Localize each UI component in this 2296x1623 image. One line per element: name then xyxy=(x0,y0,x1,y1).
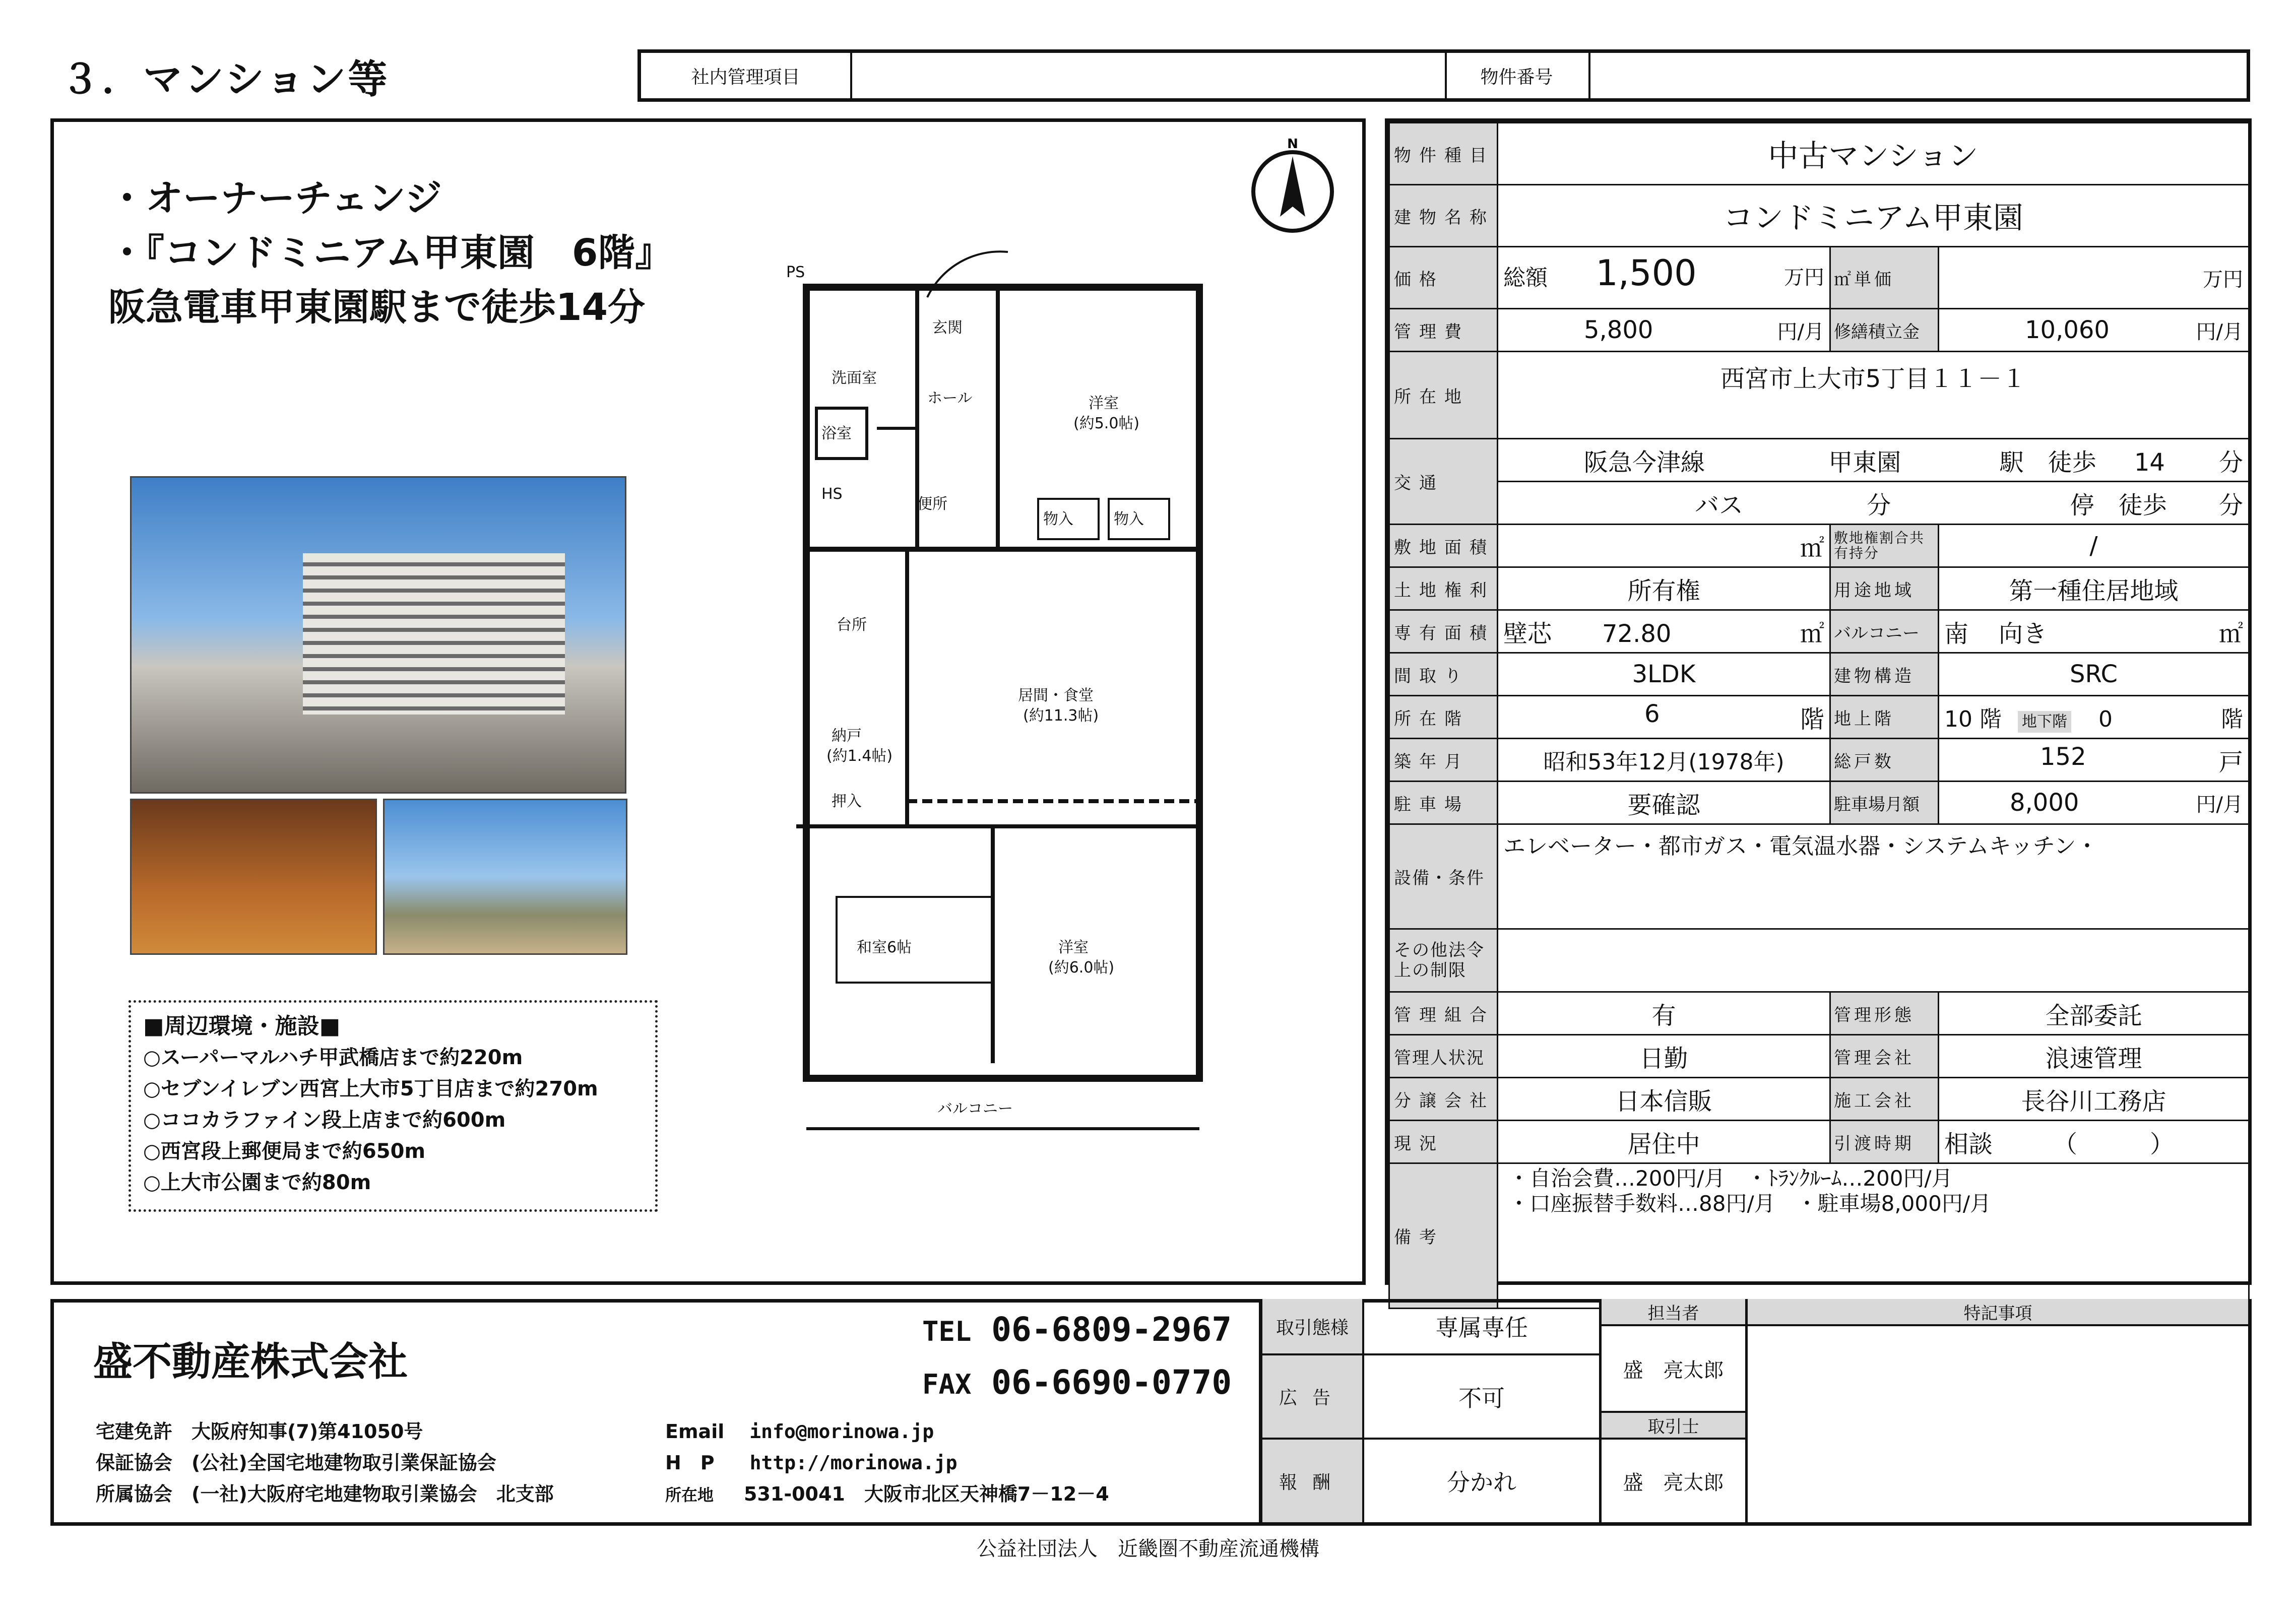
floor-label: 所在階 xyxy=(1389,696,1498,739)
tel-line xyxy=(922,1310,1232,1349)
seller-label: 分譲会社 xyxy=(1389,1078,1498,1121)
manager-label: 管理人状況 xyxy=(1389,1035,1498,1078)
handover-paren: （ ） xyxy=(2053,1130,2175,1158)
fee-label: 報酬 xyxy=(1262,1440,1362,1522)
company-contact xyxy=(665,1416,1109,1511)
train-line: 阪急今津線 xyxy=(1584,448,1705,477)
agent-label: 取引士 xyxy=(1602,1413,1745,1438)
mgmt-form: 全部委託 xyxy=(1939,992,2249,1035)
compass-n-label: N xyxy=(1287,137,1298,152)
floor-plan xyxy=(756,237,1260,1194)
fee-split: 分かれ xyxy=(1447,1469,1516,1496)
below-ground-floors: 0 xyxy=(2098,706,2113,732)
environment-box xyxy=(129,1000,658,1212)
fp-label: バルコニー xyxy=(937,1100,1013,1118)
staff-name: 盛 亮太郎 xyxy=(1623,1358,1724,1382)
land-share-label: 敷地権割合共有持分 xyxy=(1830,525,1939,567)
mgmt-label: 社内管理項目 xyxy=(641,53,852,98)
handover: 相談 xyxy=(1944,1130,1993,1158)
repair-fund-cell xyxy=(1939,309,2249,352)
office-address: 531-0041 大阪市北区天神橋7－12－4 xyxy=(744,1483,1109,1505)
headline-line-2: ・『コンドミニアム甲東園 6階』 xyxy=(108,231,673,275)
parking-fee-cell xyxy=(1939,782,2249,824)
fax-line xyxy=(922,1363,1232,1402)
units-cell xyxy=(1939,739,2249,782)
parking-label: 駐車場 xyxy=(1389,782,1498,824)
fp-label: 便所 xyxy=(917,495,947,513)
fp-label: (約11.3帖) xyxy=(1023,707,1099,725)
land-right: 所有権 xyxy=(1498,567,1830,610)
ad-permission: 不可 xyxy=(1458,1384,1505,1412)
environment-item: ○西宮段上郵便局まで約650m xyxy=(143,1140,426,1163)
hp-label: H P xyxy=(665,1452,715,1474)
mgmt-company: 浪速管理 xyxy=(1939,1035,2249,1078)
parking-fee-label: 駐車場月額 xyxy=(1830,782,1939,824)
notes-line: ・自治会費…200円/月 ・ﾄﾗﾝｸﾙｰﾑ…200円/月 xyxy=(1508,1166,1953,1191)
unit-price-unit: 万円 xyxy=(1939,247,2249,309)
environment-title: ■周辺環境・施設■ xyxy=(143,1013,341,1039)
area-value: 72.80 xyxy=(1602,619,1672,648)
repair-fund-label: 修繕積立金 xyxy=(1830,309,1939,352)
status-label: 現況 xyxy=(1389,1121,1498,1163)
mgmt-fee-cell xyxy=(1498,309,1830,352)
zoning-label: 用途地域 xyxy=(1830,567,1939,610)
name-label: 建物名称 xyxy=(1389,185,1498,247)
parking-fee-value: 8,000 xyxy=(2010,788,2079,817)
fp-label: ホール xyxy=(927,389,973,407)
transport-train-row xyxy=(1498,439,2249,482)
mgmt-fee-value: 5,800 xyxy=(1584,315,1653,344)
area-unit: ㎡ xyxy=(1800,619,1824,648)
fp-label: 浴室 xyxy=(821,425,852,442)
price-cell xyxy=(1498,247,1830,309)
handover-label: 引渡時期 xyxy=(1830,1121,1939,1163)
bus-label: バス xyxy=(1695,491,1744,520)
surroundings-photo xyxy=(383,799,627,955)
notes-label: 備考 xyxy=(1389,1163,1498,1309)
mgmt-fee-unit: 円/月 xyxy=(1777,320,1824,344)
zoning: 第一種住居地域 xyxy=(1939,567,2249,610)
fp-label: 物入 xyxy=(1043,510,1073,528)
website: http://morinowa.jp xyxy=(749,1452,958,1474)
units-value: 152 xyxy=(2040,742,2086,771)
legal-restrictions-label: その他法令上の制限 xyxy=(1389,929,1498,992)
fp-label: PS xyxy=(786,264,805,281)
headline xyxy=(108,171,672,335)
layout-label: 間取り xyxy=(1389,653,1498,696)
price-value: 1,500 xyxy=(1596,252,1697,294)
layout: 3LDK xyxy=(1498,653,1830,696)
floor-unit: 階 xyxy=(1800,705,1824,734)
assoc-label: 管理組合 xyxy=(1389,992,1498,1035)
environment-item: ○上大市公園まで約80m xyxy=(143,1171,371,1194)
mgmt-form-label: 管理形態 xyxy=(1830,992,1939,1035)
price-label: 価格 xyxy=(1389,247,1498,309)
stop-unit: 分 xyxy=(2219,491,2244,520)
type-label: 物件種目 xyxy=(1389,123,1498,185)
fp-label: 玄関 xyxy=(932,319,963,337)
fp-label: 台所 xyxy=(837,616,867,634)
land-area-label: 敷地面積 xyxy=(1389,525,1498,567)
property-spec-table xyxy=(1385,118,2252,1285)
notes-cell xyxy=(1498,1163,2249,1309)
area-prefix: 壁芯 xyxy=(1503,619,1552,648)
floor-value: 6 xyxy=(1644,699,1660,728)
fax-label: FAX xyxy=(922,1369,972,1400)
builder-label: 施工会社 xyxy=(1830,1078,1939,1121)
property-type: 中古マンション xyxy=(1498,123,2249,185)
section-title: ３．マンション等 xyxy=(60,57,390,102)
handover-cell xyxy=(1939,1121,2249,1163)
headline-line-3: 阪急電車甲東園駅まで徒歩14分 xyxy=(108,286,645,329)
balcony-direction: 南 xyxy=(1944,619,1969,648)
equipment: エレベーター・都市ガス・電気温水器・システムキッチン・ xyxy=(1498,824,2249,929)
email-label: Email xyxy=(665,1420,725,1443)
land-area-unit: ㎡ xyxy=(1498,525,1830,567)
station-suffix: 駅 徒歩 xyxy=(1999,448,2096,477)
transport-label: 交通 xyxy=(1389,439,1498,525)
fp-label: (約6.0帖) xyxy=(1048,959,1115,977)
deal-form-label: 取引態様 xyxy=(1262,1299,1362,1353)
transport-bus-row xyxy=(1498,482,2249,525)
address: 西宮市上大市5丁目１１－１ xyxy=(1498,352,2249,439)
land-right-label: 土地権利 xyxy=(1389,567,1498,610)
structure: SRC xyxy=(1939,653,2249,696)
mgmt-fee-label: 管理費 xyxy=(1389,309,1498,352)
environment-item: ○ココカラファイン段上店まで約600m xyxy=(143,1109,506,1132)
fp-label: (約1.4帖) xyxy=(826,747,893,765)
above-ground-label: 地上階 xyxy=(1830,696,1939,739)
balcony-label: バルコニー xyxy=(1830,610,1939,653)
fp-label: 洋室 xyxy=(1058,939,1089,956)
manager: 日勤 xyxy=(1498,1035,1830,1078)
license: 宅建免許 大阪府知事(7)第41050号 xyxy=(96,1420,423,1443)
built-date: 昭和53年12月(1978年) xyxy=(1498,739,1830,782)
structure-label: 建物構造 xyxy=(1830,653,1939,696)
below-ground-unit: 階 xyxy=(2221,706,2244,732)
repair-fund-unit: 円/月 xyxy=(2196,320,2244,344)
below-ground-label: 地下階 xyxy=(2018,711,2071,733)
agent-name: 盛 亮太郎 xyxy=(1623,1471,1724,1495)
address-label: 所在地 xyxy=(1389,352,1498,439)
special-notes-label: 特記事項 xyxy=(1748,1299,2248,1324)
parking-fee-unit: 円/月 xyxy=(2196,793,2244,816)
property-number-value xyxy=(1588,53,2247,98)
tel-label: TEL xyxy=(922,1316,972,1347)
member-association: 所属協会 (一社)大阪府宅地建物取引業協会 北支部 xyxy=(96,1483,554,1505)
tel-number: 06-6809-2967 xyxy=(991,1310,1232,1349)
bus-unit: 分 xyxy=(1867,491,1891,520)
area-label: 専有面積 xyxy=(1389,610,1498,653)
repair-fund-value: 10,060 xyxy=(2025,315,2110,344)
status: 居住中 xyxy=(1498,1121,1830,1163)
unit-price-label: ㎡単価 xyxy=(1830,247,1939,309)
above-ground-floors: 10 xyxy=(1944,706,1972,732)
fp-label: 洋室 xyxy=(1089,395,1119,412)
fp-label: HS xyxy=(821,485,843,503)
floors-cell xyxy=(1939,696,2249,739)
building-name: コンドミニアム甲東園 xyxy=(1498,185,2249,247)
walk-unit: 分 xyxy=(2219,448,2244,477)
station: 甲東園 xyxy=(1828,448,1901,477)
staff-label: 担当者 xyxy=(1602,1299,1745,1324)
balcony-suffix: 向き xyxy=(1999,619,2048,648)
company-name: 盛不動産株式会社 xyxy=(93,1339,408,1385)
guarantee-association: 保証協会 (公社)全国宅地建物取引業保証協会 xyxy=(96,1452,496,1474)
seller: 日本信販 xyxy=(1498,1078,1830,1121)
fax-number: 06-6690-0770 xyxy=(991,1363,1232,1402)
fp-label: 和室6帖 xyxy=(857,939,912,956)
building-shape xyxy=(303,553,565,715)
deal-conditions xyxy=(1259,1299,2252,1526)
walk-minutes: 14 xyxy=(2134,448,2165,477)
fp-label: 物入 xyxy=(1114,510,1144,528)
units-label: 総戸数 xyxy=(1830,739,1939,782)
deal-form: 専属専任 xyxy=(1435,1314,1528,1341)
property-number-label: 物件番号 xyxy=(1445,53,1590,98)
equipment-label: 設備・条件 xyxy=(1389,824,1498,929)
ad-label: 広告 xyxy=(1262,1355,1362,1438)
email: info@morinowa.jp xyxy=(749,1420,934,1443)
units-unit: 戸 xyxy=(2219,748,2244,776)
environment-item: ○セブンイレブン西宮上大市5丁目店まで約270m xyxy=(143,1077,598,1100)
mgmt-company-label: 管理会社 xyxy=(1830,1035,1939,1078)
fp-label: 押入 xyxy=(832,793,862,810)
fp-label: 洗面室 xyxy=(832,369,877,387)
land-share: / xyxy=(1939,525,2249,567)
mgmt-value xyxy=(850,53,1447,98)
office-address-label: 所在地 xyxy=(665,1485,714,1505)
headline-line-1: ・オーナーチェンジ xyxy=(108,177,442,220)
area-cell xyxy=(1498,610,1830,653)
balcony-unit: ㎡ xyxy=(2219,619,2244,648)
floor-cell xyxy=(1498,696,1830,739)
builder: 長谷川工務店 xyxy=(1939,1078,2249,1121)
parking: 要確認 xyxy=(1498,782,1830,824)
fp-label: 居間・食堂 xyxy=(1018,687,1094,704)
fp-label: 納戸 xyxy=(832,727,862,745)
fp-label: (約5.0帖) xyxy=(1073,415,1140,432)
company-registrations xyxy=(96,1416,554,1510)
above-ground-unit: 階 xyxy=(1980,706,2002,732)
top-management-bar xyxy=(637,49,2250,102)
price-unit: 万円 xyxy=(1784,266,1824,289)
notes-line: ・口座振替手数料…88円/月 ・駐車場8,000円/月 xyxy=(1508,1191,1991,1216)
building-exterior-photo xyxy=(130,476,626,794)
compass-icon xyxy=(1250,136,1335,237)
legal-restrictions xyxy=(1498,929,2249,992)
assoc: 有 xyxy=(1498,992,1830,1035)
stop-label: 停 徒歩 xyxy=(2070,491,2167,520)
balcony-cell xyxy=(1939,610,2249,653)
price-prefix: 総額 xyxy=(1503,265,1548,291)
environment-item: ○スーパーマルハチ甲武橋店まで約220m xyxy=(143,1046,523,1069)
entrance-photo xyxy=(130,799,377,955)
footer-organization: 公益社団法人 近畿圏不動産流通機構 xyxy=(977,1537,1319,1561)
built-label: 築年月 xyxy=(1389,739,1498,782)
